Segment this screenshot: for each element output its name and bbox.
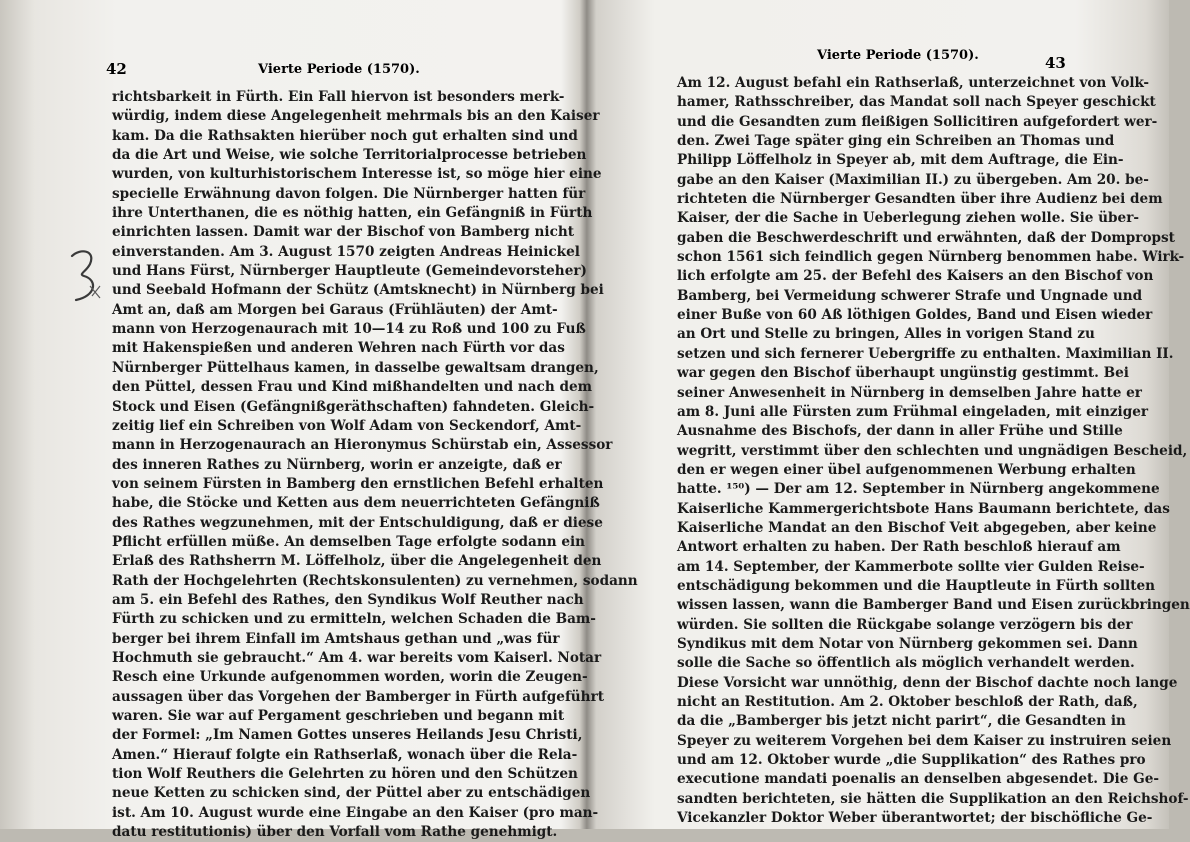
text-line: Stock und Eisen (Gefängnißgeräthschaften) fahndeten. Gleich-: [112, 398, 595, 415]
text-line: zeitig lief ein Schreiben von Wolf Adam von Seckendorf, Amt-: [112, 417, 582, 434]
text-line: waren. Sie war auf Pergament geschrieben und begann mit: [112, 708, 565, 724]
text-line: einverstanden. Am 3. August 1570 zeigten Andreas Heinickel: [112, 243, 580, 260]
text-line: Am 12. August befahl ein Rathserlaß, unterzeichnet von Volk-: [677, 75, 1150, 91]
text-line: wurden, von kulturhistorischem Interesse ist, so möge hier eine: [112, 166, 602, 183]
text-line: der Formel: „Im Namen Gottes unseres Heilands Jesu Christi,: [112, 727, 583, 744]
text-line: aussagen über das Vorgehen der Bamberger in Fürth aufgeführt: [112, 688, 605, 705]
text-line: Resch eine Urkunde aufgenommen worden, worin die Zeugen-: [112, 669, 588, 686]
text-line: mann von Herzogenaurach mit 10—14 zu Roß und 100 zu Fuß: [112, 321, 586, 338]
text-line: schon 1561 sich feindlich gegen Nürnberg benommen habe. Wirk-: [677, 249, 1185, 266]
text-line: des Rathes wegzunehmen, mit der Entschuldigung, daß er diese: [112, 514, 603, 531]
text-line: tion Wolf Reuthers die Gelehrten zu hören und den Schützen: [112, 766, 578, 783]
text-line: nicht an Restitution. Am 2. Oktober beschloß der Rath, daß,: [677, 694, 1138, 710]
text-line: Antwort erhalten zu haben. Der Rath beschloß hierauf am: [677, 539, 1121, 556]
text-line: Vicekanzler Doktor Weber überantwortet; der bischöfliche Ge-: [677, 810, 1153, 827]
text-line: wegritt, verstimmt über den schlechten und ungnädigen Bescheid,: [677, 442, 1188, 459]
text-line: richtsbarkeit in Fürth. Ein Fall hiervon ist besonders merk-: [112, 89, 565, 105]
text-line: habe, die Stöcke und Ketten aus dem neuerrichteten Gefängniß: [112, 495, 600, 512]
text-line: einer Buße von 60 Aß löthigen Goldes, Band und Eisen wieder: [677, 307, 1153, 324]
text-line: kam. Da die Rathsakten hierüber noch gut erhalten sind und: [112, 127, 578, 144]
text-line: Nürnberger Püttelhaus kamen, in dasselbe gewaltsam drangen,: [112, 359, 599, 376]
text-line: Kaiserliche Kammergerichtsbote Hans Baumann berichtete, das: [677, 500, 1170, 517]
text-line: mit Hakenspießen und anderen Wehren nach Fürth vor das: [112, 340, 565, 357]
text-line: ist. Am 10. August wurde eine Eingabe an den Kaiser (pro man-: [112, 804, 599, 821]
text-line: Fürth zu schicken und zu ermitteln, welchen Schaden die Bam-: [112, 611, 596, 628]
right-page: [585, 0, 1190, 829]
text-line: Pflicht erfüllen müße. An demselben Tage erfolgte sodann ein: [112, 533, 586, 550]
page-number: 43: [1045, 54, 1066, 72]
text-line: richteten die Nürnberger Gesandten über ihre Audienz bei dem: [677, 191, 1163, 208]
text-line: neue Ketten zu schicken sind, der Püttel aber zu entschädigen: [112, 785, 591, 802]
left-page-text: [112, 88, 638, 842]
text-line: den Püttel, dessen Frau und Kind mißhandelten und nach dem: [112, 379, 592, 396]
text-line: den er wegen einer übel aufgenommenen Werbung erhalten: [677, 461, 1136, 478]
text-line: am 5. ein Befehl des Rathes, den Syndikus Wolf Reuther nach: [112, 591, 584, 608]
text-line: Rath der Hochgelehrten (Rechtskonsulenten) zu vernehmen, sodann: [112, 572, 638, 589]
text-line: hatte. ¹⁵⁰) — Der am 12. September in Nürnberg angekommene: [677, 481, 1160, 498]
text-line: Speyer zu weiterem Vorgehen bei dem Kaiser zu instruiren seien: [677, 732, 1172, 749]
text-line: gabe an den Kaiser (Maximilian II.) zu übergeben. Am 20. be-: [677, 171, 1149, 188]
text-line: seiner Anwesenheit in Nürnberg in demselben Jahre hatte er: [677, 384, 1142, 401]
text-line: Philipp Löffelholz in Speyer ab, mit dem Auftrage, die Ein-: [677, 152, 1124, 169]
text-line: und Hans Fürst, Nürnberger Hauptleute (Gemeindevorsteher): [112, 263, 587, 280]
text-line: solle die Sache so öffentlich als möglich verhandelt werden.: [677, 655, 1135, 672]
text-line: setzen und sich fernerer Uebergriffe zu enthalten. Maximilian II.: [677, 345, 1174, 362]
text-line: an Ort und Stelle zu bringen, Alles in vorigen Stand zu: [677, 326, 1095, 343]
text-line: Amt an, daß am Morgen bei Garaus (Frühläuten) der Amt-: [112, 301, 558, 318]
text-line: mann in Herzogenaurach an Hieronymus Schürstab ein, Assessor: [112, 437, 613, 454]
text-line: wissen lassen, wann die Bamberger Band und Eisen zurückbringen: [677, 597, 1190, 614]
text-line: Bamberg, bei Vermeidung schwerer Strafe und Ungnade und: [677, 287, 1143, 304]
text-line: Kaiserliche Mandat an den Bischof Veit abgegeben, aber keine: [677, 519, 1157, 536]
text-line: Diese Vorsicht war unnöthig, denn der Bischof dachte noch lange: [677, 674, 1178, 691]
text-line: einrichten lassen. Damit war der Bischof von Bamberg nicht: [112, 224, 575, 241]
text-line: datu restitutionis) über den Vorfall vom Rathe genehmigt.: [112, 824, 558, 841]
text-line: würdig, indem diese Angelegenheit mehrmals bis an den Kaiser: [112, 108, 600, 125]
text-line: den. Zwei Tage später ging ein Schreiben an Thomas und: [677, 133, 1115, 150]
text-line: am 8. Juni alle Fürsten zum Frühmal eingeladen, mit einziger: [677, 403, 1149, 420]
text-line: des inneren Rathes zu Nürnberg, worin er anzeigte, daß er: [112, 456, 562, 473]
text-line: Kaiser, der die Sache in Ueberlegung ziehen wolle. Sie über-: [677, 210, 1140, 227]
text-line: Amen.“ Hierauf folgte ein Rathserlaß, wonach über die Rela-: [112, 746, 578, 763]
text-line: berger bei ihrem Einfall im Amtshaus gethan und „was für: [112, 630, 560, 647]
text-line: specielle Erwähnung davon folgen. Die Nürnberger hatten für: [112, 185, 586, 202]
text-line: hamer, Rathsschreiber, das Mandat soll nach Speyer geschickt: [677, 94, 1156, 111]
text-line: und am 12. Oktober wurde „die Supplikation“ des Rathes pro: [677, 752, 1146, 769]
running-head: Vierte Periode (1570).: [258, 62, 420, 77]
text-line: und Seebald Hofmann der Schütz (Amtsknecht) in Nürnberg bei: [112, 282, 604, 299]
text-line: executione mandati poenalis an denselben abgesendet. Die Ge-: [677, 771, 1160, 788]
text-line: Erlaß des Rathsherrn M. Löffelholz, über die Angelegenheit den: [112, 553, 602, 570]
text-line: ihre Unterthanen, die es nöthig hatten, ein Gefängniß in Fürth: [112, 205, 593, 222]
text-line: lich erfolgte am 25. der Befehl des Kaisers an den Bischof von: [677, 268, 1154, 285]
running-head: Vierte Periode (1570).: [817, 48, 979, 63]
text-line: und die Gesandten zum fleißigen Sollicitiren aufgefordert wer-: [677, 113, 1158, 130]
page-number: 42: [106, 60, 127, 78]
text-line: da die „Bamberger bis jetzt nicht parirt“, die Gesandten in: [677, 713, 1126, 730]
text-line: entschädigung bekommen und die Hauptleute in Fürth sollten: [677, 577, 1156, 594]
text-line: am 14. September, der Kammerbote sollte vier Gulden Reise-: [677, 558, 1145, 575]
text-line: Hochmuth sie gebraucht.“ Am 4. war bereits vom Kaiserl. Notar: [112, 649, 602, 666]
text-line: da die Art und Weise, wie solche Territorialprocesse betrieben: [112, 147, 587, 164]
text-line: sandten berichteten, sie hätten die Supplikation an den Reichshof-: [677, 790, 1189, 807]
right-page-text: [677, 74, 1190, 828]
handwritten-margin-note: [66, 246, 106, 306]
text-line: würden. Sie sollten die Rückgabe solange verzögern bis der: [677, 616, 1133, 633]
text-line: Syndikus mit dem Notar von Nürnberg gekommen sei. Dann: [677, 635, 1138, 652]
text-line: gaben die Beschwerdeschrift und erwähnten, daß der Dompropst: [677, 229, 1175, 246]
text-line: war gegen den Bischof überhaupt ungünstig gestimmt. Bei: [677, 365, 1129, 382]
text-line: von seinem Fürsten in Bamberg den ernstlichen Befehl erhalten: [112, 475, 604, 492]
text-line: Ausnahme des Bischofs, der dann in aller Frühe und Stille: [677, 423, 1123, 440]
